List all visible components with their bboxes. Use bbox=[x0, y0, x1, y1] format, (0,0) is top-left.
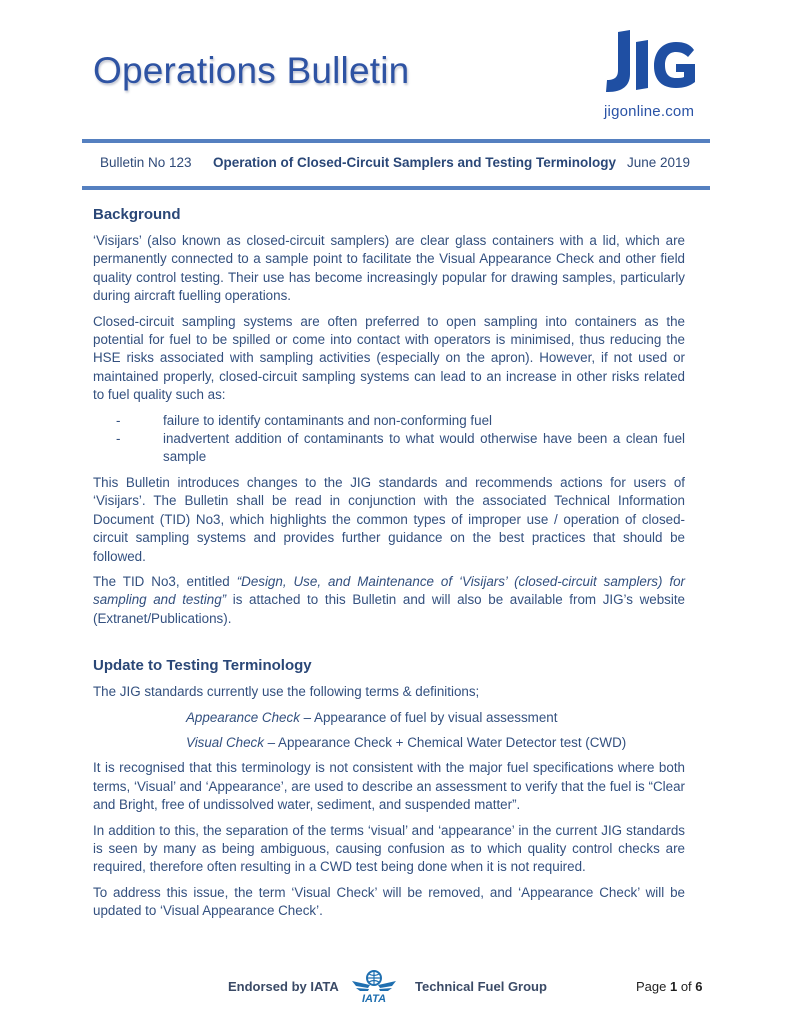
page-current: 1 bbox=[669, 979, 678, 994]
bulletin-number: Bulletin No 123 bbox=[100, 155, 192, 170]
paragraph bbox=[93, 573, 685, 628]
bulletin-bar bbox=[82, 155, 710, 173]
paragraph: Closed-circuit sampling systems are often preferred to open sampling into containers as the potential for fuel to be spilled or come into contact with operators is minimised, thus reducing the HSE risks associated with sampling activities (especially on the apron). However, if not used or maintained properly, closed-circuit sampling systems can lead to an increase in other risks related to fuel quality such as: bbox=[93, 313, 685, 403]
text: is attached to this Bulletin and will also be available from JIG’s website (Extranet/Publications). bbox=[93, 592, 685, 626]
list-item-text: failure to identify contaminants and non-conforming fuel bbox=[163, 412, 493, 428]
page-total: 6 bbox=[695, 979, 703, 994]
jig-website-link[interactable]: jigonline.com bbox=[604, 103, 695, 120]
paragraph: To address this issue, the term ‘Visual Check’ will be removed, and ‘Appearance Check’ will be updated to ‘Visual Appearance Check’. bbox=[93, 884, 685, 919]
definition-text: – Appearance Check + Chemical Water Detector test (CWD) bbox=[263, 734, 627, 750]
definition-term: Visual Check bbox=[186, 734, 264, 750]
list-item bbox=[93, 412, 685, 430]
paragraph: It is recognised that this terminology is not consistent with the major fuel specifications where both terms, ‘Visual’ and ‘Appearance’, are used to describe an assessment to verify that the fuel is “Clear and Bright, free of undissolved water, sediment, and suspended matter”. bbox=[93, 760, 685, 813]
definition-item bbox=[93, 709, 685, 727]
definition-term: Appearance Check bbox=[186, 709, 300, 725]
jig-logo bbox=[600, 30, 700, 125]
endorsement-text: Endorsed by IATA bbox=[228, 979, 339, 994]
page-label: Page bbox=[636, 979, 670, 994]
list-item-text: inadvertent addition of contaminants to what would otherwise have been a clean fuel sample bbox=[163, 431, 685, 465]
bulletin-body bbox=[93, 206, 685, 928]
page-footer bbox=[0, 975, 791, 1005]
paragraph: This Bulletin introduces changes to the JIG standards and recommends actions for users of ‘Visijars’. The Bulletin shall be read in conjunction with the associated Technical Information Document (TID) No3, which highlights the common types of improper use / operation of closed-circuit sampling systems and provides further guidance on the best practices that should be followed. bbox=[93, 474, 685, 564]
text: The TID No3, entitled bbox=[93, 573, 237, 589]
page-of: of bbox=[677, 979, 696, 994]
paragraph: ‘Visijars’ (also known as closed-circuit samplers) are clear glass containers with a lid, which are permanently connected to a sample point to facilitate the Visual Appearance Check and other field quality control testing. Their use has become increasingly popular for drawing samples, particularly during aircraft fuelling operations. bbox=[93, 233, 685, 304]
iata-logo-icon bbox=[350, 969, 398, 1003]
section-background bbox=[93, 206, 685, 628]
dash-bullet: - bbox=[116, 412, 121, 428]
header-rule-bottom bbox=[82, 186, 710, 190]
svg-text:IATA: IATA bbox=[361, 993, 387, 1003]
definition-item bbox=[93, 734, 685, 752]
definition-text: – Appearance of fuel by visual assessment bbox=[299, 709, 558, 725]
paragraph: In addition to this, the separation of the terms ‘visual’ and ‘appearance’ in the current JIG standards is seen by many as being ambiguous, causing confusion as to which quality control checks are required, therefore often resulting in a CWD test being done when it is not required. bbox=[93, 822, 685, 875]
section-heading: Update to Testing Terminology bbox=[93, 657, 312, 675]
paragraph: The JIG standards currently use the following terms & definitions; bbox=[93, 684, 480, 700]
bulletin-topic: Operation of Closed-Circuit Samplers and Testing Terminology bbox=[213, 155, 617, 170]
list-item bbox=[93, 430, 685, 467]
jig-logo-icon bbox=[604, 30, 696, 92]
group-name: Technical Fuel Group bbox=[415, 979, 547, 994]
section-heading: Background bbox=[93, 206, 181, 223]
risk-list bbox=[93, 412, 685, 467]
tid-title: “Design, Use, and Maintenance of ‘Visijars’ (closed-circuit samplers) for sampling and testing” bbox=[93, 573, 686, 608]
section-terminology bbox=[93, 657, 685, 920]
header-rule-top bbox=[82, 139, 710, 143]
page-number bbox=[636, 979, 703, 994]
dash-bullet: - bbox=[116, 431, 121, 447]
page-title: Operations Bulletin bbox=[93, 50, 410, 91]
bulletin-date: June 2019 bbox=[626, 155, 690, 170]
